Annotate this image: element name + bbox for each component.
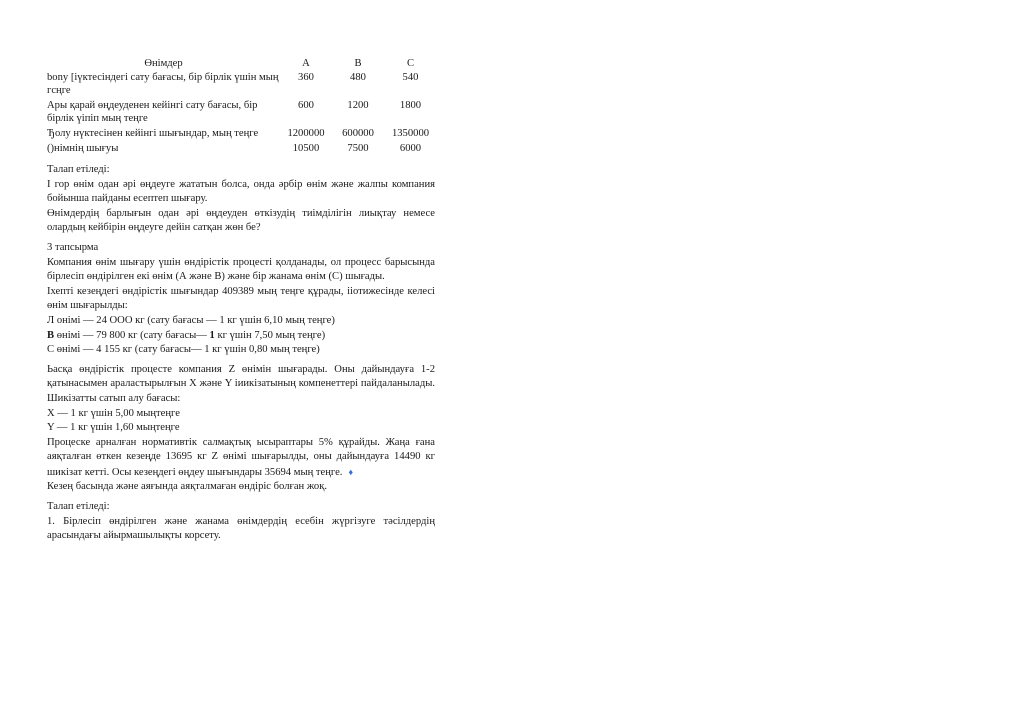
row-label: bony [іүктесіндегі сату бағасы, бір бірлік үшін мың гсңге [47,72,279,96]
cell-c: 6000 [399,143,422,154]
cell-c: 1350000 [391,128,430,139]
requirements-heading: Талап етіледі: [47,501,110,513]
product-a-line: Л онімі — 24 ООО кг (сату бағасы — 1 кг үшін 6,10 мың теңге) [47,314,335,326]
requirement-text: Өнімдердің барлығын одан әрі өңдеуден өткізудің тиімділігін лиықтау немесе олардың кейбірін өңдеуге дейін сатқан жөн бе? [47,207,435,234]
cell-b: 600000 [342,128,374,139]
product-b-text-end: кг үшін 7,50 мың теңге) [214,329,326,341]
table-row [47,71,437,99]
cell-b: 7500 [347,143,369,154]
cell-a: 360 [298,72,314,83]
row-label: Ары қарай өңдеуденен кейінгі сату бағасы, бір бірлік үіпіп мың теңге [47,100,258,124]
table-header-b: В [354,58,362,69]
raw-y-price: Y — 1 кг үшін 1,60 мыңтеңге [47,422,180,434]
products-table [47,57,437,157]
row-label: ()німнің шығуы [47,143,119,154]
product-b-line [47,329,435,344]
paragraph: Кезең басында және аяғында аяқталмаған өндіріс болған жоқ. [47,481,328,493]
raw-x-price: X — 1 кг үшін 5,00 мыңтеңге [47,407,180,419]
paragraph: Ьасқа өндірістік процесте компания Z өнімін шығарады. Оны дайындауға 1-2 қатынасымен араластырылғын X және Y іиикізатының компенеттері пайдаланылады. Шикізатты сатып алу бағасы: [47,363,435,404]
requirement-text: I гор өнім одан әрі өңдеуге жататын болса, онда әрбір өнім және жалпы компания бойынша пайданы есептеп шығару. [47,178,435,205]
cell-a: 1200000 [287,128,325,139]
table-header-row [47,57,437,71]
cell-b: 1200 [347,100,369,111]
cell-a: 10500 [292,143,320,154]
process-z-section [47,363,435,495]
task-3-section [47,241,435,358]
requirements-heading: Талап етіледі: [47,164,110,175]
task-title: 3 тапсырма [47,241,99,253]
requirements-section-2 [47,500,435,544]
cell-c: 1800 [399,100,422,111]
product-b-letter: В [47,329,55,341]
paragraph [47,436,435,481]
paragraph: Іхепті кезеңдегі өндірістік шығындар 409389 мың теңге құрады, ііотижесінде келесі өнім шығарылды: [47,285,435,312]
requirement-text: 1. Бірлесіп өндірілген және жанама өнімдердің есебін жүргізуге тәсілдердің арасындағы айырмашылықты корсету. [47,515,435,542]
product-b-text: өнімі — 79 800 кг (сату бағасы— [54,329,210,341]
table-row [47,142,437,157]
product-b-unit: 1 [209,329,215,341]
table-row [47,99,437,127]
product-c-line: С өнімі — 4 155 кг (сату бағасы— 1 кг үшін 0,80 мың теңге) [47,344,320,356]
paragraph: Компания өнім шығару үшін өндірістік процесті қолданады, ол процесс барысында бірлесіп өндірілген екі өнім (А және В) және бір жанама өнім (С) шығады. [47,256,435,283]
cell-c: 540 [402,72,419,83]
cell-b: 480 [350,72,366,83]
cell-a: 600 [298,100,314,111]
diamond-icon: ♦ [348,466,354,477]
document-content [47,57,435,549]
table-header-a: А [302,58,310,69]
row-label: Ђолу нүктесінен кейінгі шығындар, мың теңге [47,128,259,139]
table-header-c: С [406,58,415,69]
paragraph-text: Процеске арналған нормативтік салмақтық ысыраптары 5% құрайды. Жаңа ғана аяқталған өткен кезеңде 13695 кг Z өнімі шығарылды, оны дайындауға 14490 кг шикізат кетті. Осы кезеңдегі өңдеу шығындары 35694 мың теңге. [47,436,435,478]
table-row [47,127,437,142]
table-header-products: Өнімдер [144,58,183,69]
requirements-section-1 [47,163,435,236]
